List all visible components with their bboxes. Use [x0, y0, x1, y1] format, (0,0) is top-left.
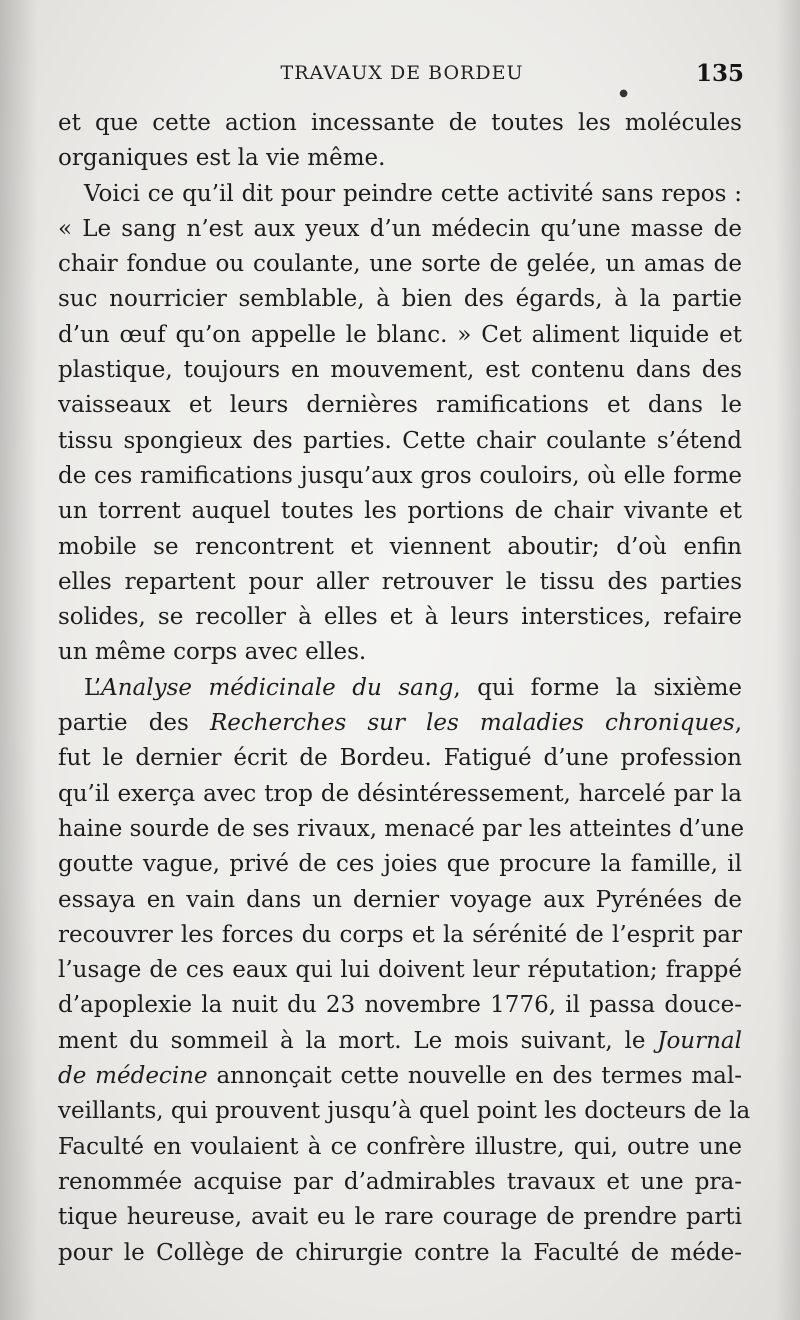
text-line: de ces ramifications jusqu’aux gros couloirs, où elle forme: [58, 462, 742, 489]
text-line: plastique, toujours en mouvement, est contenu dans des: [58, 357, 742, 384]
text-run: , qui forme la sixième: [453, 674, 742, 701]
text-line: l’usage de ces eaux qui lui doivent leur réputation; frappé: [58, 957, 742, 984]
text-run: annonçait cette nouvelle en des termes mal-: [207, 1063, 742, 1090]
text-run: ,: [734, 710, 743, 737]
text-line: [58, 1059, 742, 1094]
book-title-italic: Analyse médicinale du sang: [101, 674, 454, 701]
text-line: d’apoplexie la nuit du 23 novembre 1776, il passa douce-: [58, 992, 742, 1019]
text-line: elles repartent pour aller retrouver le tissu des parties: [58, 568, 742, 595]
body-text: [58, 106, 751, 1271]
text-line: [58, 1024, 742, 1059]
text-line: pour le Collège de chirurgie contre la Faculté de méde-: [58, 1239, 742, 1266]
text-line: chair fondue ou coulante, une sorte de gelée, un amas de: [58, 251, 742, 278]
text-line: d’un œuf qu’on appelle le blanc. » Cet aliment liquide et: [58, 321, 742, 348]
text-line: tique heureuse, avait eu le rare courage de prendre parti: [58, 1204, 742, 1231]
running-head: TRAVAUX DE BORDEU: [280, 62, 524, 84]
paragraph-3: [58, 671, 751, 1271]
text-line: renommée acquise par d’admirables travaux et une pra-: [58, 1168, 742, 1195]
text-line: haine sourde de ses rivaux, menacé par les atteintes d’une: [58, 815, 745, 842]
text-line: [58, 671, 742, 706]
text-line: « Le sang n’est aux yeux d’un médecin qu’une masse de: [58, 215, 742, 242]
page-header: [60, 52, 744, 99]
text-line: [58, 706, 742, 741]
text-line: Voici ce qu’il dit pour peindre cette activité sans repos :: [84, 180, 742, 207]
text-line: qu’il exerça avec trop de désintéressement, harcelé par la: [58, 780, 742, 807]
text-run: L’: [84, 674, 102, 701]
text-line: suc nourricier semblable, à bien des égards, à la partie: [58, 286, 742, 313]
text-line: Faculté en voulaient à ce confrère illustre, qui, outre une: [58, 1133, 742, 1160]
text-line: un même corps avec elles.: [58, 639, 367, 666]
paragraph-2: [58, 177, 742, 671]
print-speck: ●: [619, 88, 628, 99]
text-line: vaisseaux et leurs dernières ramifications et dans le: [58, 392, 742, 419]
text-line: goutte vague, privé de ces joies que procure la famille, il: [58, 851, 742, 878]
text-line: recouvrer les forces du corps et la sérénité de l’esprit par: [58, 921, 742, 948]
text-line: et que cette action incessante de toutes les molécules: [58, 110, 742, 136]
text-line: tissu spongieux des parties. Cette chair coulante s’étend: [58, 427, 742, 454]
journal-title-italic: Journal: [657, 1027, 742, 1054]
text-line: mobile se rencontrent et viennent aboutir; d’où enfin: [58, 533, 742, 560]
journal-title-italic: de médecine: [58, 1063, 208, 1090]
text-run: ment du sommeil à la mort. Le mois suivant, le: [58, 1027, 658, 1054]
text-line: fut le dernier écrit de Bordeu. Fatigué d’une profession: [58, 745, 742, 772]
text-line: un torrent auquel toutes les portions de chair vivante et: [58, 498, 742, 525]
text-run: partie des: [58, 710, 210, 737]
text-line: veillants, qui prouvent jusqu’à quel point les docteurs de la: [58, 1098, 751, 1125]
page-number: 135: [695, 60, 744, 87]
text-line: organiques est la vie même.: [58, 145, 386, 172]
paragraph-1: [58, 106, 742, 177]
text-line: solides, se recoller à elles et à leurs interstices, refaire: [58, 604, 742, 631]
book-title-italic: Recherches sur les maladies chroniques: [209, 710, 735, 737]
text-line: essaya en vain dans un dernier voyage aux Pyrénées de: [58, 886, 742, 913]
